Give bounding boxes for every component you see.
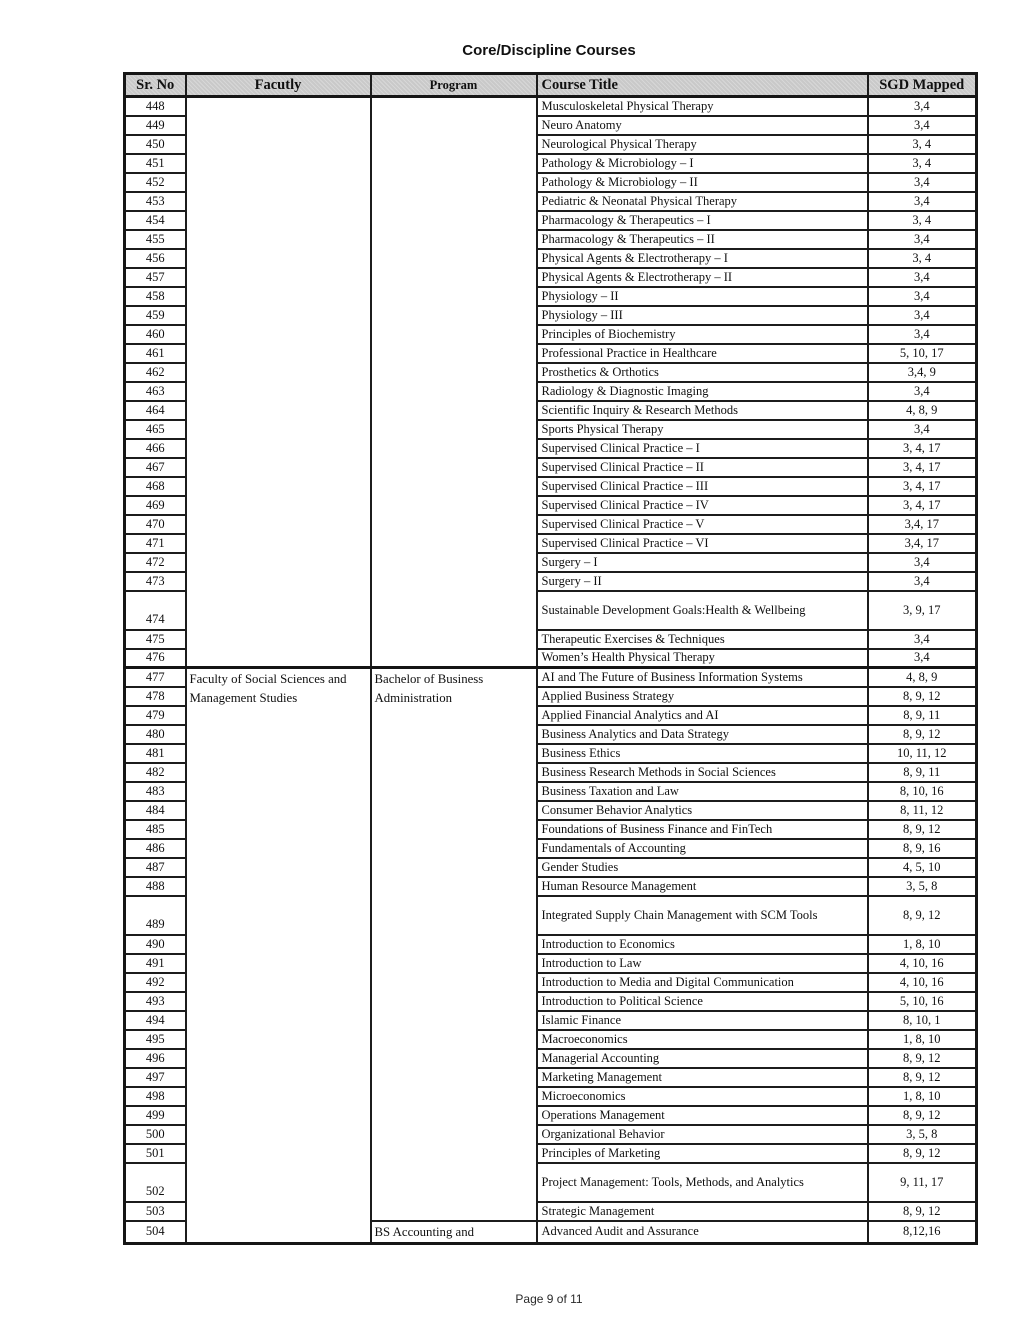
course-title-cell: Applied Financial Analytics and AI: [537, 706, 868, 725]
sgd-mapped-cell: 8, 9, 16: [868, 839, 977, 858]
course-table-body: [125, 97, 977, 1244]
course-title-cell: Physiology – III: [537, 306, 868, 325]
sr-no-cell: 467: [125, 458, 186, 477]
table-header: [125, 74, 977, 97]
sgd-mapped-cell: 8, 9, 11: [868, 706, 977, 725]
sgd-mapped-cell: 3, 9, 17: [868, 591, 977, 630]
course-title-cell: Supervised Clinical Practice – II: [537, 458, 868, 477]
sgd-mapped-cell: 8, 9, 12: [868, 687, 977, 706]
course-title-cell: Macroeconomics: [537, 1030, 868, 1049]
sgd-mapped-cell: 3, 4: [868, 135, 977, 154]
sr-no-cell: 491: [125, 954, 186, 973]
sr-no-cell: 501: [125, 1144, 186, 1163]
sgd-mapped-cell: 5, 10, 16: [868, 992, 977, 1011]
sr-no-cell: 450: [125, 135, 186, 154]
header-course-title: Course Title: [537, 74, 868, 97]
header-faculty: Facutly: [186, 74, 371, 97]
sr-no-cell: 502: [125, 1163, 186, 1202]
header-row: [125, 74, 977, 97]
sr-no-cell: 504: [125, 1221, 186, 1244]
sgd-mapped-cell: 3,4, 9: [868, 363, 977, 382]
page-title: Core/Discipline Courses: [462, 42, 636, 59]
course-title-cell: AI and The Future of Business Information Systems: [537, 668, 868, 687]
course-title-cell: Therapeutic Exercises & Techniques: [537, 630, 868, 649]
course-title-cell: Marketing Management: [537, 1068, 868, 1087]
sgd-mapped-cell: 3,4: [868, 649, 977, 668]
sr-no-cell: 468: [125, 477, 186, 496]
sgd-mapped-cell: 3,4: [868, 230, 977, 249]
sgd-mapped-cell: 9, 11, 17: [868, 1163, 977, 1202]
program-cell: [371, 97, 537, 668]
course-title-cell: Principles of Marketing: [537, 1144, 868, 1163]
sgd-mapped-cell: 3, 4, 17: [868, 458, 977, 477]
sgd-mapped-cell: 8, 10, 16: [868, 782, 977, 801]
course-title-cell: Supervised Clinical Practice – I: [537, 439, 868, 458]
course-title-cell: Managerial Accounting: [537, 1049, 868, 1068]
sr-no-cell: 448: [125, 97, 186, 116]
sgd-mapped-cell: 3,4: [868, 382, 977, 401]
course-title-cell: Introduction to Law: [537, 954, 868, 973]
sgd-mapped-cell: 8, 9, 12: [868, 725, 977, 744]
sgd-mapped-cell: 3,4, 17: [868, 515, 977, 534]
faculty-cell: Faculty of Social Sciences and Management Studies: [186, 668, 371, 1244]
sr-no-cell: 453: [125, 192, 186, 211]
sr-no-cell: 471: [125, 534, 186, 553]
sgd-mapped-cell: 8, 9, 12: [868, 1068, 977, 1087]
sr-no-cell: 486: [125, 839, 186, 858]
sr-no-cell: 458: [125, 287, 186, 306]
header-program: Program: [371, 74, 537, 97]
sgd-mapped-cell: 3,4: [868, 192, 977, 211]
sr-no-cell: 496: [125, 1049, 186, 1068]
course-title-cell: Business Analytics and Data Strategy: [537, 725, 868, 744]
sr-no-cell: 451: [125, 154, 186, 173]
sr-no-cell: 494: [125, 1011, 186, 1030]
sgd-mapped-cell: 3, 5, 8: [868, 1125, 977, 1144]
sr-no-cell: 477: [125, 668, 186, 687]
sr-no-cell: 470: [125, 515, 186, 534]
sgd-mapped-cell: 4, 10, 16: [868, 973, 977, 992]
sgd-mapped-cell: 8, 9, 12: [868, 1106, 977, 1125]
course-title-cell: Sustainable Development Goals:Health & Wellbeing: [537, 591, 868, 630]
sgd-mapped-cell: 3, 4: [868, 154, 977, 173]
sgd-mapped-cell: 3,4: [868, 325, 977, 344]
course-title-cell: Advanced Audit and Assurance: [537, 1221, 868, 1244]
sr-no-cell: 483: [125, 782, 186, 801]
course-title-cell: Pharmacology & Therapeutics – II: [537, 230, 868, 249]
course-title-cell: Physiology – II: [537, 287, 868, 306]
sgd-mapped-cell: 8, 9, 12: [868, 896, 977, 935]
sr-no-cell: 488: [125, 877, 186, 896]
sgd-mapped-cell: 4, 8, 9: [868, 668, 977, 687]
course-title-cell: Pediatric & Neonatal Physical Therapy: [537, 192, 868, 211]
course-title-cell: Principles of Biochemistry: [537, 325, 868, 344]
sr-no-cell: 476: [125, 649, 186, 668]
course-title-cell: Scientific Inquiry & Research Methods: [537, 401, 868, 420]
sr-no-cell: 454: [125, 211, 186, 230]
sr-no-cell: 492: [125, 973, 186, 992]
sgd-mapped-cell: 8, 9, 12: [868, 820, 977, 839]
course-title-cell: Prosthetics & Orthotics: [537, 363, 868, 382]
sgd-mapped-cell: 8, 11, 12: [868, 801, 977, 820]
course-title-cell: Project Management: Tools, Methods, and Analytics: [537, 1163, 868, 1202]
sgd-mapped-cell: 4, 5, 10: [868, 858, 977, 877]
sgd-mapped-cell: 8, 9, 12: [868, 1202, 977, 1221]
course-title-cell: Supervised Clinical Practice – VI: [537, 534, 868, 553]
sr-no-cell: 485: [125, 820, 186, 839]
sr-no-cell: 490: [125, 935, 186, 954]
sr-no-cell: 480: [125, 725, 186, 744]
sr-no-cell: 479: [125, 706, 186, 725]
course-title-cell: Introduction to Economics: [537, 935, 868, 954]
sr-no-cell: 452: [125, 173, 186, 192]
course-title-cell: Neurological Physical Therapy: [537, 135, 868, 154]
sr-no-cell: 489: [125, 896, 186, 935]
sr-no-cell: 484: [125, 801, 186, 820]
sr-no-cell: 499: [125, 1106, 186, 1125]
sr-no-cell: 466: [125, 439, 186, 458]
course-title-cell: Fundamentals of Accounting: [537, 839, 868, 858]
sgd-mapped-cell: 8,12,16: [868, 1221, 977, 1244]
sr-no-cell: 493: [125, 992, 186, 1011]
course-title-cell: Operations Management: [537, 1106, 868, 1125]
sgd-mapped-cell: 3,4: [868, 553, 977, 572]
course-title-cell: Business Ethics: [537, 744, 868, 763]
course-title-cell: Business Research Methods in Social Sciences: [537, 763, 868, 782]
sr-no-cell: 455: [125, 230, 186, 249]
course-title-cell: Physical Agents & Electrotherapy – II: [537, 268, 868, 287]
sgd-mapped-cell: 1, 8, 10: [868, 1030, 977, 1049]
sgd-mapped-cell: 3, 4: [868, 249, 977, 268]
sr-no-cell: 457: [125, 268, 186, 287]
sr-no-cell: 464: [125, 401, 186, 420]
sgd-mapped-cell: 3,4: [868, 420, 977, 439]
sr-no-cell: 474: [125, 591, 186, 630]
sr-no-cell: 503: [125, 1202, 186, 1221]
course-title-cell: Microeconomics: [537, 1087, 868, 1106]
sr-no-cell: 463: [125, 382, 186, 401]
course-title-cell: Consumer Behavior Analytics: [537, 801, 868, 820]
course-title-cell: Sports Physical Therapy: [537, 420, 868, 439]
sgd-mapped-cell: 3,4: [868, 268, 977, 287]
sr-no-cell: 456: [125, 249, 186, 268]
sr-no-cell: 487: [125, 858, 186, 877]
course-title-cell: Physical Agents & Electrotherapy – I: [537, 249, 868, 268]
sr-no-cell: 500: [125, 1125, 186, 1144]
course-title-cell: Radiology & Diagnostic Imaging: [537, 382, 868, 401]
course-title-cell: Pathology & Microbiology – I: [537, 154, 868, 173]
sr-no-cell: 472: [125, 553, 186, 572]
course-title-cell: Supervised Clinical Practice – IV: [537, 496, 868, 515]
course-title-cell: Human Resource Management: [537, 877, 868, 896]
sgd-mapped-cell: 3, 4: [868, 211, 977, 230]
sr-no-cell: 459: [125, 306, 186, 325]
header-sgd-mapped: SGD Mapped: [868, 74, 977, 97]
course-title-cell: Musculoskeletal Physical Therapy: [537, 97, 868, 116]
program-cell: Bachelor of Business Administration: [371, 668, 537, 1221]
course-title-cell: Integrated Supply Chain Management with SCM Tools: [537, 896, 868, 935]
sgd-mapped-cell: 3,4: [868, 287, 977, 306]
course-title-cell: Neuro Anatomy: [537, 116, 868, 135]
course-title-cell: Surgery – II: [537, 572, 868, 591]
program-cell: BS Accounting and: [371, 1221, 537, 1244]
sgd-mapped-cell: 10, 11, 12: [868, 744, 977, 763]
course-title-cell: Women’s Health Physical Therapy: [537, 649, 868, 668]
faculty-cell: [186, 97, 371, 668]
sr-no-cell: 478: [125, 687, 186, 706]
courses-table: [123, 72, 978, 1245]
course-title-cell: Supervised Clinical Practice – III: [537, 477, 868, 496]
sr-no-cell: 498: [125, 1087, 186, 1106]
course-title-cell: Introduction to Media and Digital Communication: [537, 973, 868, 992]
sr-no-cell: 481: [125, 744, 186, 763]
sr-no-cell: 482: [125, 763, 186, 782]
sgd-mapped-cell: 1, 8, 10: [868, 1087, 977, 1106]
sr-no-cell: 469: [125, 496, 186, 515]
course-title-cell: Islamic Finance: [537, 1011, 868, 1030]
sr-no-cell: 473: [125, 572, 186, 591]
sr-no-cell: 461: [125, 344, 186, 363]
sgd-mapped-cell: 3,4: [868, 173, 977, 192]
sgd-mapped-cell: 4, 10, 16: [868, 954, 977, 973]
sgd-mapped-cell: 3,4, 17: [868, 534, 977, 553]
sgd-mapped-cell: 3, 4, 17: [868, 477, 977, 496]
sgd-mapped-cell: 3, 5, 8: [868, 877, 977, 896]
sr-no-cell: 495: [125, 1030, 186, 1049]
course-title-cell: Professional Practice in Healthcare: [537, 344, 868, 363]
sr-no-cell: 497: [125, 1068, 186, 1087]
course-title-cell: Introduction to Political Science: [537, 992, 868, 1011]
sr-no-cell: 460: [125, 325, 186, 344]
sr-no-cell: 465: [125, 420, 186, 439]
sr-no-cell: 449: [125, 116, 186, 135]
table-row: [125, 97, 977, 116]
sgd-mapped-cell: 3, 4, 17: [868, 439, 977, 458]
sr-no-cell: 462: [125, 363, 186, 382]
course-title-cell: Applied Business Strategy: [537, 687, 868, 706]
sgd-mapped-cell: 3,4: [868, 630, 977, 649]
sgd-mapped-cell: 8, 9, 12: [868, 1049, 977, 1068]
course-title-cell: Gender Studies: [537, 858, 868, 877]
course-title-cell: Organizational Behavior: [537, 1125, 868, 1144]
sgd-mapped-cell: 3,4: [868, 306, 977, 325]
table-row: [125, 668, 977, 687]
sgd-mapped-cell: 8, 9, 12: [868, 1144, 977, 1163]
sgd-mapped-cell: 3,4: [868, 572, 977, 591]
course-title-cell: Surgery – I: [537, 553, 868, 572]
course-title-cell: Supervised Clinical Practice – V: [537, 515, 868, 534]
course-title-cell: Pharmacology & Therapeutics – I: [537, 211, 868, 230]
course-title-cell: Pathology & Microbiology – II: [537, 173, 868, 192]
sgd-mapped-cell: 3, 4, 17: [868, 496, 977, 515]
page-number: Page 9 of 11: [515, 1292, 583, 1306]
course-title-cell: Strategic Management: [537, 1202, 868, 1221]
sgd-mapped-cell: 1, 8, 10: [868, 935, 977, 954]
header-sr-no: Sr. No: [125, 74, 186, 97]
sgd-mapped-cell: 4, 8, 9: [868, 401, 977, 420]
sgd-mapped-cell: 5, 10, 17: [868, 344, 977, 363]
sgd-mapped-cell: 8, 10, 1: [868, 1011, 977, 1030]
course-title-cell: Foundations of Business Finance and FinTech: [537, 820, 868, 839]
sgd-mapped-cell: 3,4: [868, 116, 977, 135]
course-title-cell: Business Taxation and Law: [537, 782, 868, 801]
sgd-mapped-cell: 3,4: [868, 97, 977, 116]
sr-no-cell: 475: [125, 630, 186, 649]
sgd-mapped-cell: 8, 9, 11: [868, 763, 977, 782]
